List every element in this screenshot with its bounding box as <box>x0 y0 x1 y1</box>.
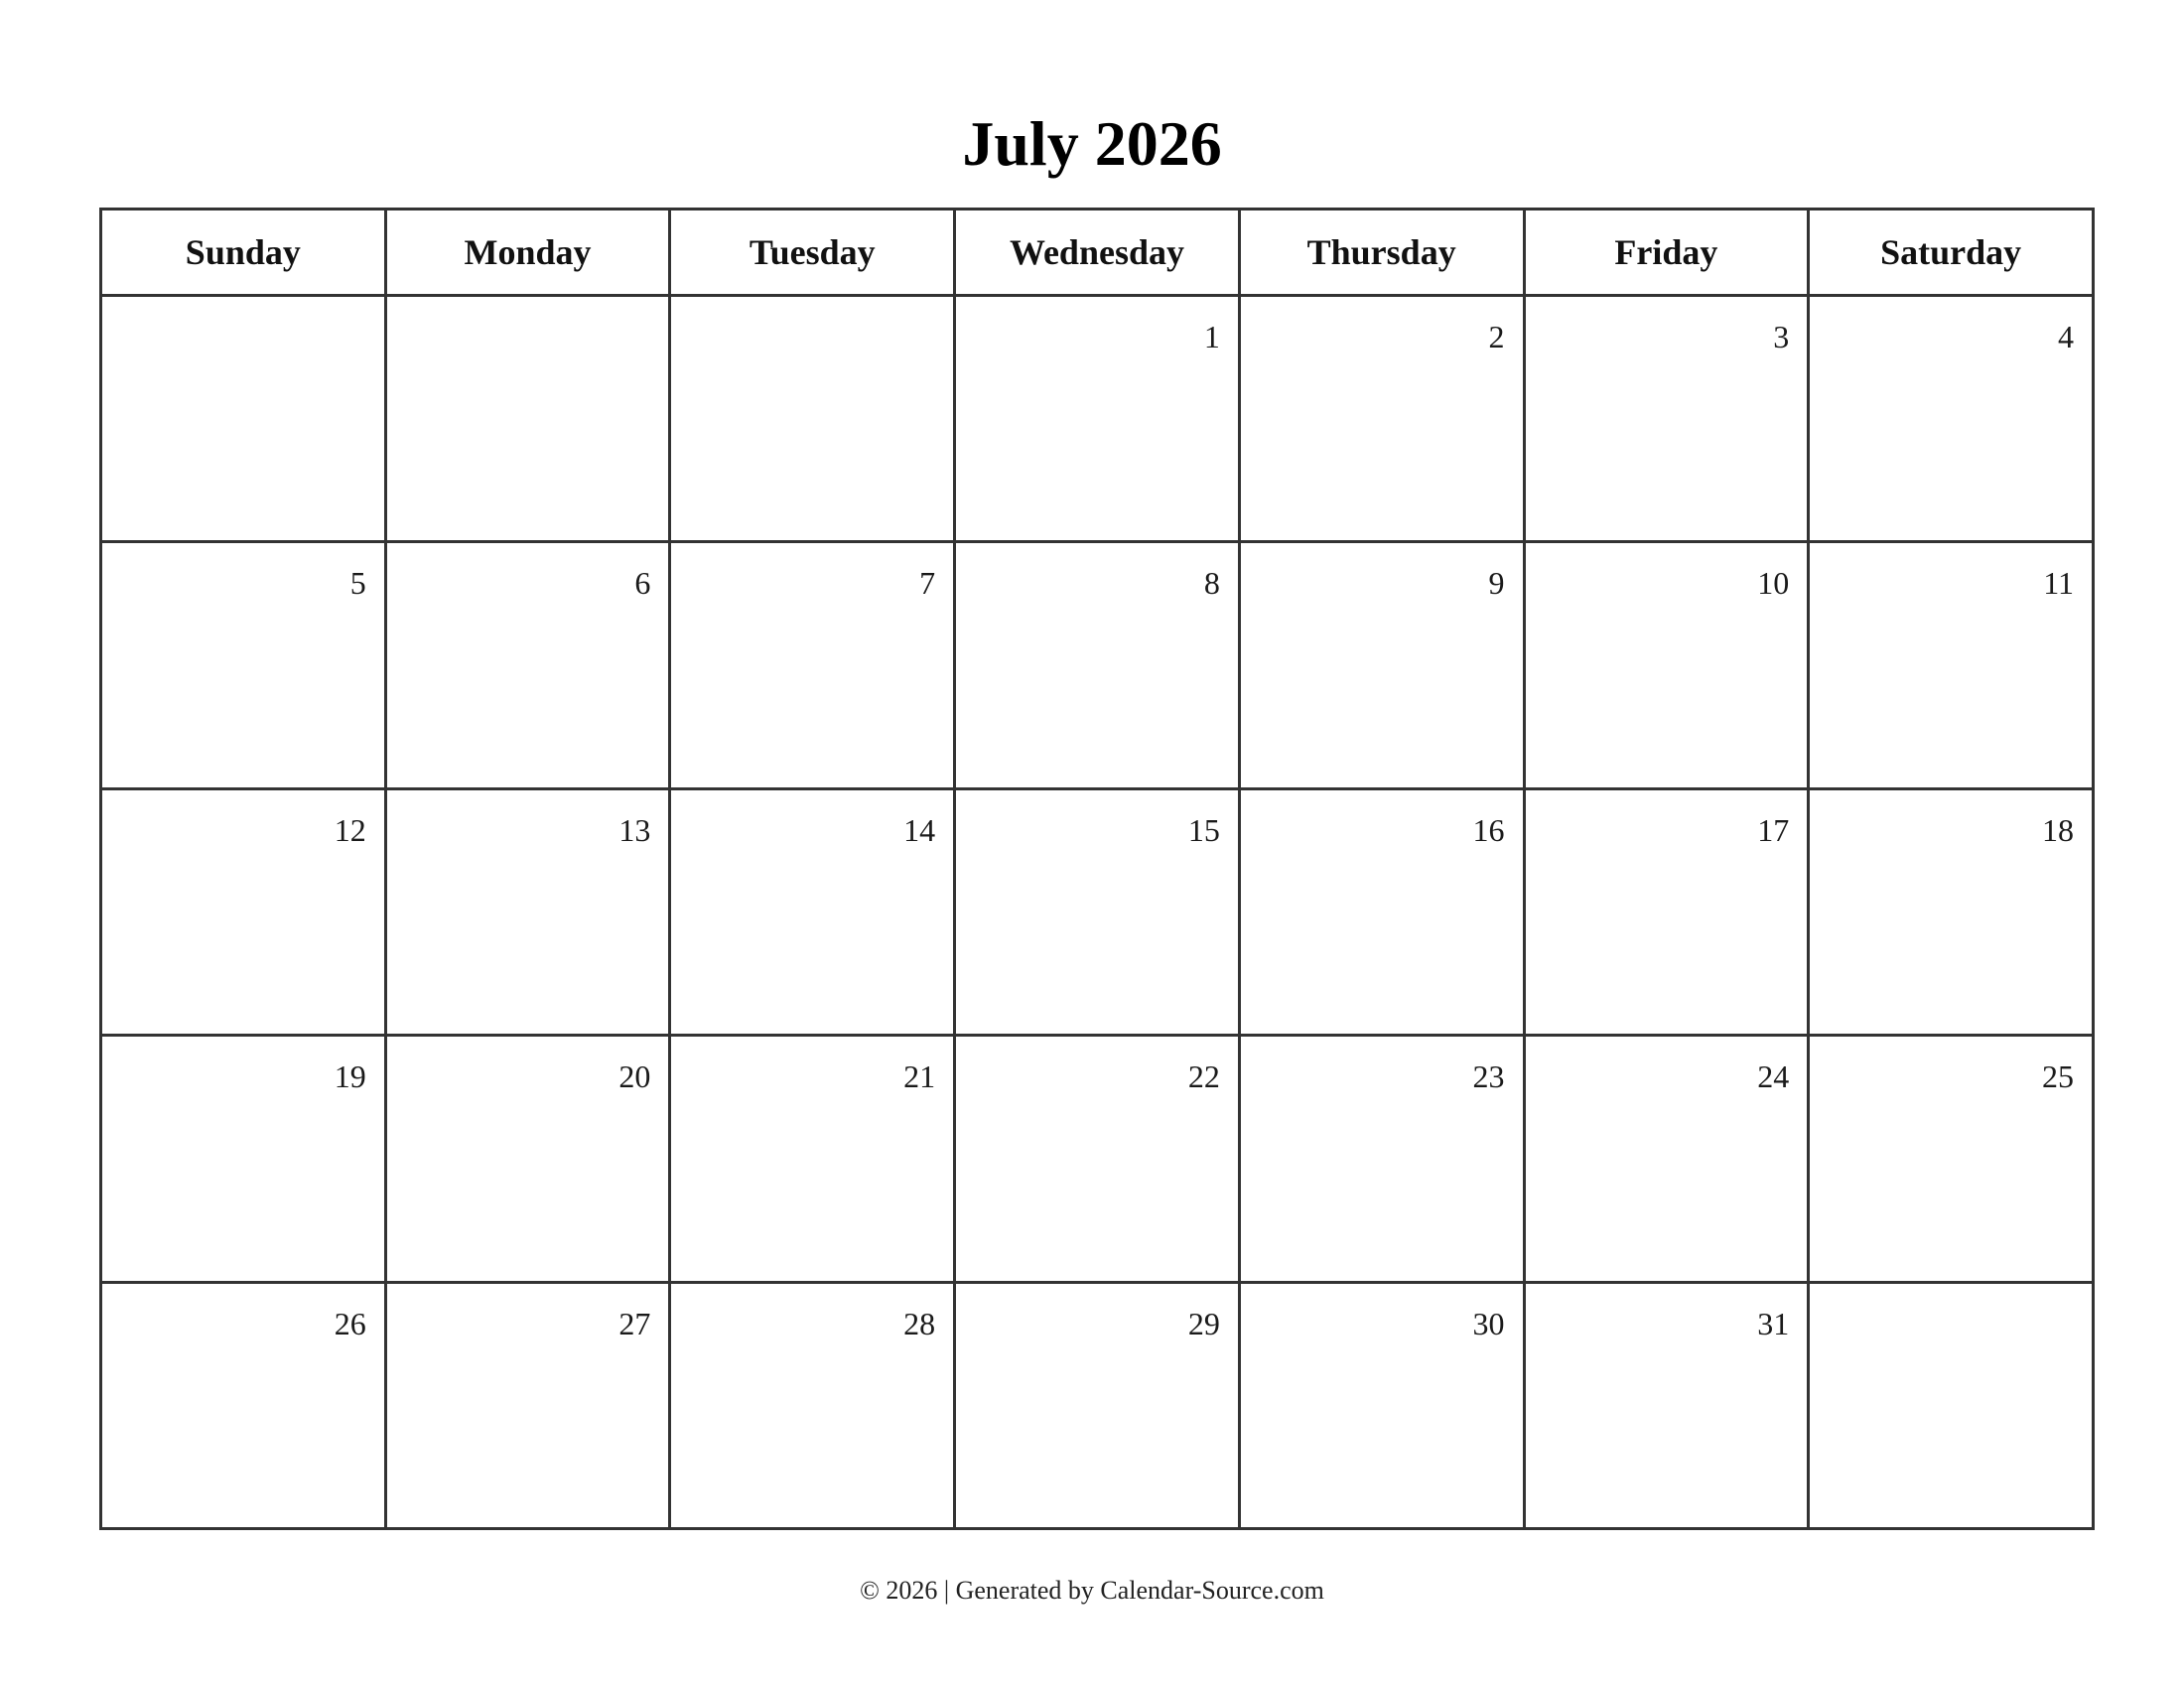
day-cell <box>1809 788 2094 1035</box>
day-number: 27 <box>618 1305 651 1341</box>
weekday-header-row <box>101 210 2094 296</box>
day-number: 9 <box>1488 565 1505 602</box>
day-cell <box>101 1036 386 1282</box>
day-cell <box>670 1282 955 1528</box>
day-number <box>1810 1284 2092 1304</box>
day-number: 22 <box>1187 1058 1220 1095</box>
day-cell <box>1239 1036 1524 1282</box>
day-cell <box>1524 542 1809 788</box>
day-cell <box>385 788 670 1035</box>
day-number: 31 <box>1757 1305 1790 1341</box>
day-cell <box>670 542 955 788</box>
day-number: 28 <box>903 1305 936 1341</box>
day-number: 16 <box>1472 811 1505 848</box>
day-cell <box>1239 542 1524 788</box>
day-cell <box>955 1036 1240 1282</box>
day-cell <box>670 296 955 542</box>
day-cell <box>955 296 1240 542</box>
day-number: 4 <box>2058 319 2074 354</box>
day-cell <box>101 296 386 542</box>
day-cell <box>385 1036 670 1282</box>
page-footer: © 2026 | Generated by Calendar-Source.com <box>860 1576 1324 1605</box>
day-cell <box>955 788 1240 1035</box>
day-cell <box>670 788 955 1035</box>
week-row <box>101 296 2094 542</box>
day-number: 6 <box>634 565 651 602</box>
day-number: 13 <box>618 811 651 848</box>
day-cell <box>1239 788 1524 1035</box>
page-title: July 2026 <box>962 108 1222 179</box>
week-row <box>101 788 2094 1035</box>
day-number: 5 <box>349 565 366 602</box>
calendar-grid <box>99 208 2095 1530</box>
day-number: 3 <box>1773 319 1790 354</box>
day-cell <box>101 1282 386 1528</box>
day-cell <box>385 296 670 542</box>
week-row <box>101 542 2094 788</box>
day-cell <box>1239 1282 1524 1528</box>
day-number: 23 <box>1472 1058 1505 1095</box>
day-number <box>102 297 384 317</box>
day-number: 20 <box>618 1058 651 1095</box>
day-number: 10 <box>1757 565 1790 602</box>
day-number: 2 <box>1488 319 1505 354</box>
weekday-header-tuesday: Tuesday <box>670 210 955 296</box>
day-number: 25 <box>2042 1058 2074 1095</box>
day-cell <box>1809 1282 2094 1528</box>
day-cell <box>385 542 670 788</box>
week-row <box>101 1036 2094 1282</box>
day-cell <box>1809 542 2094 788</box>
day-cell <box>101 542 386 788</box>
weekday-header-saturday: Saturday <box>1809 210 2094 296</box>
day-number: 7 <box>919 565 936 602</box>
weekday-header-thursday: Thursday <box>1239 210 1524 296</box>
day-number: 1 <box>1203 319 1220 354</box>
day-cell <box>1524 1282 1809 1528</box>
day-cell <box>1809 296 2094 542</box>
day-number: 24 <box>1757 1058 1790 1095</box>
day-cell <box>385 1282 670 1528</box>
day-number: 15 <box>1187 811 1220 848</box>
day-number <box>671 297 953 317</box>
day-cell <box>1524 788 1809 1035</box>
day-number: 14 <box>903 811 936 848</box>
day-number: 26 <box>334 1305 366 1341</box>
day-number: 29 <box>1187 1305 1220 1341</box>
day-cell <box>1239 296 1524 542</box>
day-number: 18 <box>2042 811 2074 848</box>
day-cell <box>1524 1036 1809 1282</box>
day-cell <box>1524 296 1809 542</box>
weekday-header-monday: Monday <box>385 210 670 296</box>
day-cell <box>670 1036 955 1282</box>
day-cell <box>101 788 386 1035</box>
weekday-header-sunday: Sunday <box>101 210 386 296</box>
day-number: 11 <box>2043 565 2074 602</box>
day-cell <box>1809 1036 2094 1282</box>
day-number: 17 <box>1757 811 1790 848</box>
week-row <box>101 1282 2094 1528</box>
day-cell <box>955 542 1240 788</box>
day-number <box>387 297 669 317</box>
weekday-header-wednesday: Wednesday <box>955 210 1240 296</box>
day-number: 30 <box>1472 1305 1505 1341</box>
day-cell <box>955 1282 1240 1528</box>
day-number: 19 <box>334 1058 366 1095</box>
day-number: 21 <box>903 1058 936 1095</box>
day-number: 12 <box>334 811 366 848</box>
day-number: 8 <box>1203 565 1220 602</box>
weekday-header-friday: Friday <box>1524 210 1809 296</box>
